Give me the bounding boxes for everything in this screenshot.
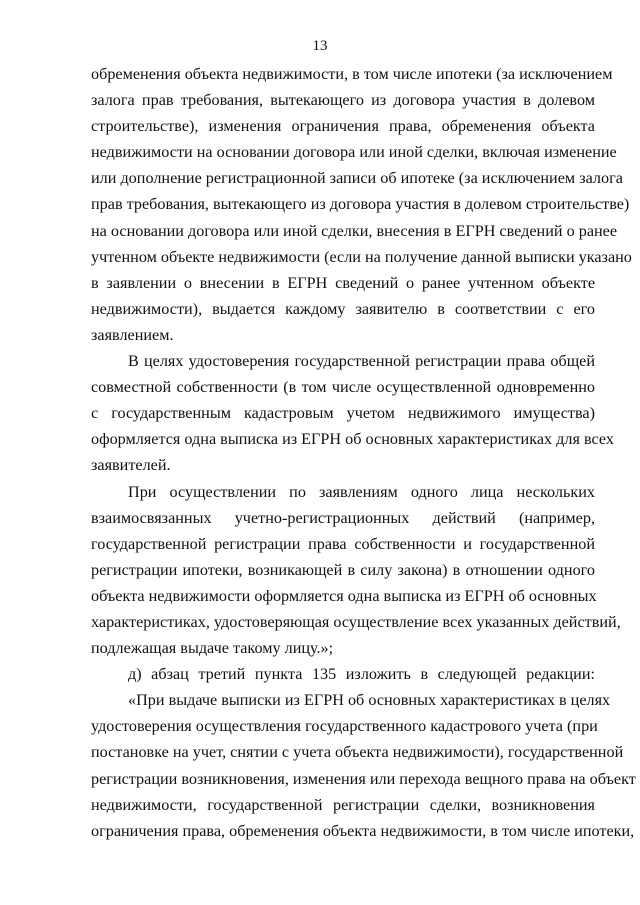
- text-line: постановке на учет, снятии с учета объекта недвижимости), государственной: [91, 743, 624, 762]
- text-line: недвижимости на основании договора или иной сделки, включая изменение: [91, 143, 617, 162]
- text-line: характеристиках, удостоверяющая осуществление всех указанных действий,: [91, 612, 621, 631]
- text-line: в заявлении о внесении в ЕГРН сведений о ранее учтенном объекте: [91, 273, 595, 292]
- text-line: регистрации ипотеки, возникающей в силу закона) в отношении одного: [91, 560, 595, 579]
- text-line: строительстве), изменения ограничения права, обременения объекта: [91, 117, 595, 136]
- text-line: учтенном объекте недвижимости (если на получение данной выписки указано: [91, 247, 632, 266]
- text-line: В целях удостоверения государственной регистрации права общей: [128, 352, 595, 371]
- text-line: д) абзац третий пункта 135 изложить в следующей редакции:: [128, 665, 595, 684]
- page-number: 13: [312, 38, 328, 54]
- text-line: с государственным кадастровым учетом недвижимого имущества): [91, 404, 595, 423]
- text-line: ограничения права, обременения объекта недвижимости, в том числе ипотеки,: [91, 821, 635, 840]
- text-line: на основании договора или иной сделки, внесения в ЕГРН сведений о ранее: [91, 221, 618, 240]
- text-line: государственной регистрации права собственности и государственной: [91, 534, 595, 553]
- text-line: удостоверения осуществления государственного кадастрового учета (при: [91, 717, 598, 736]
- text-line: При осуществлении по заявлениям одного лица нескольких: [128, 482, 595, 501]
- text-line: заявлением.: [91, 325, 174, 344]
- text-line: обременения объекта недвижимости, в том числе ипотеки (за исключением: [91, 65, 613, 83]
- text-line: недвижимости, государственной регистрации сделки, возникновения: [91, 795, 595, 814]
- text-line: залога прав требования, вытекающего из договора участия в долевом: [91, 91, 595, 110]
- text-line: «При выдаче выписки из ЕГРН об основных характеристиках в целях: [128, 691, 611, 710]
- text-line: прав требования, вытекающего из договора участия в долевом строительстве): [91, 195, 630, 214]
- document-body: [91, 61, 636, 844]
- text-line: регистрации возникновения, изменения или перехода вещного права на объект: [91, 769, 636, 788]
- text-line: взаимосвязанных учетно-регистрационных действий (например,: [91, 508, 595, 527]
- text-line: совместной собственности (в том числе осуществленной одновременно: [91, 378, 595, 397]
- text-line: оформляется одна выписка из ЕГРН об основных характеристиках для всех: [91, 430, 614, 449]
- text-line: объекта недвижимости оформляется одна выписка из ЕГРН об основных: [91, 586, 597, 605]
- text-line: заявителей.: [91, 456, 171, 475]
- text-line: подлежащая выдаче такому лицу.»;: [91, 639, 334, 658]
- text-line: или дополнение регистрационной записи об ипотеке (за исключением залога: [91, 169, 623, 188]
- text-line: недвижимости), выдается каждому заявителю в соответствии с его: [91, 299, 595, 318]
